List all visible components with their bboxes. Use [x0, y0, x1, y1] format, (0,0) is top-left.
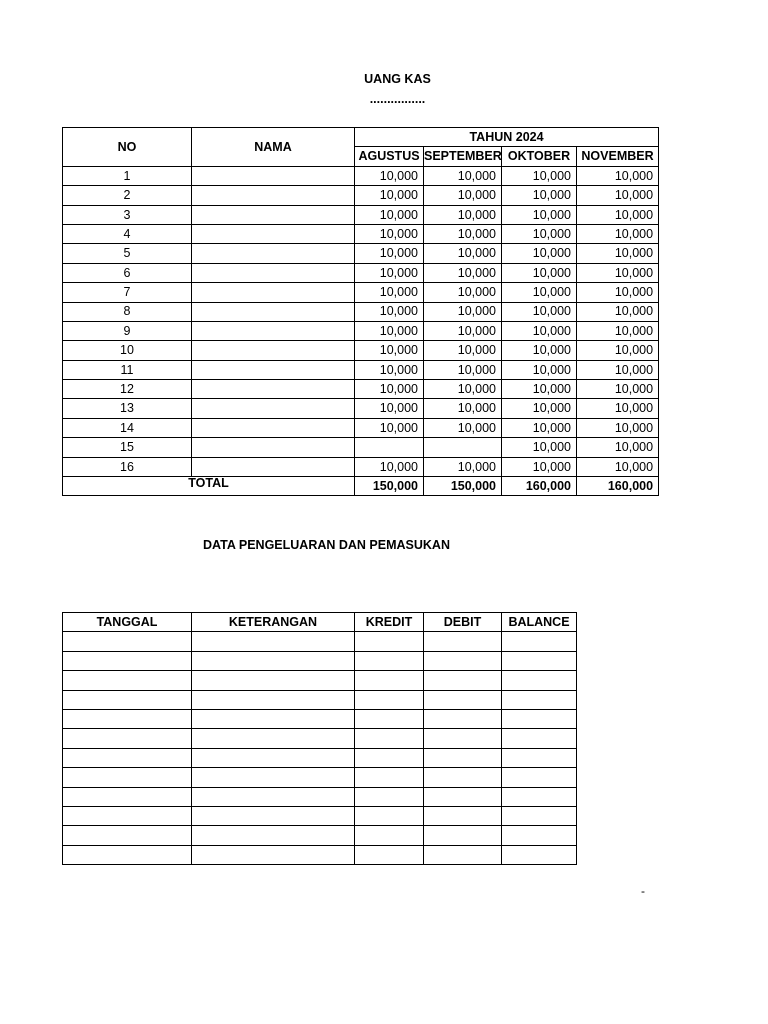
total-value: 160,000: [502, 477, 577, 496]
payment-cell: 10,000: [502, 283, 577, 302]
col-header-keterangan: KETERANGAN: [192, 613, 355, 632]
flow-cell[interactable]: [192, 748, 355, 767]
payment-cell: 10,000: [577, 399, 659, 418]
row-number: 11: [63, 360, 192, 379]
flow-cell[interactable]: [424, 709, 502, 728]
payment-cell: 10,000: [577, 380, 659, 399]
flow-table: [62, 612, 577, 865]
flow-cell[interactable]: [502, 729, 577, 748]
row-number: 4: [63, 224, 192, 243]
flow-cell[interactable]: [424, 671, 502, 690]
flow-cell[interactable]: [424, 768, 502, 787]
table-row: [63, 244, 659, 263]
flow-cell[interactable]: [355, 845, 424, 864]
flow-cell[interactable]: [63, 690, 192, 709]
flow-cell[interactable]: [355, 806, 424, 825]
table-row: [63, 457, 659, 476]
flow-cell[interactable]: [502, 690, 577, 709]
flow-cell[interactable]: [63, 709, 192, 728]
total-value: 150,000: [355, 477, 424, 496]
payment-cell: 10,000: [577, 224, 659, 243]
payment-cell: 10,000: [355, 380, 424, 399]
payment-cell: 10,000: [424, 224, 502, 243]
payment-cell: 10,000: [577, 418, 659, 437]
month-header: AGUSTUS: [355, 147, 424, 166]
table-row: [63, 651, 577, 670]
flow-cell[interactable]: [63, 632, 192, 651]
payment-cell: 10,000: [355, 302, 424, 321]
row-number: 5: [63, 244, 192, 263]
table-row: [63, 806, 577, 825]
row-name-cell[interactable]: [192, 302, 355, 321]
payment-cell: 10,000: [355, 224, 424, 243]
section-title-flow: DATA PENGELUARAN DAN PEMASUKAN: [203, 538, 450, 552]
flow-cell[interactable]: [192, 729, 355, 748]
flow-cell[interactable]: [355, 768, 424, 787]
payment-cell: 10,000: [424, 186, 502, 205]
row-name-cell[interactable]: [192, 244, 355, 263]
payment-cell: 10,000: [502, 360, 577, 379]
row-name-cell[interactable]: [192, 224, 355, 243]
payment-cell: 10,000: [502, 302, 577, 321]
col-header-kredit: KREDIT: [355, 613, 424, 632]
row-number: 16: [63, 457, 192, 476]
flow-cell[interactable]: [192, 709, 355, 728]
payment-cell: 10,000: [502, 244, 577, 263]
flow-cell[interactable]: [502, 748, 577, 767]
row-name-cell[interactable]: [192, 341, 355, 360]
table-row: [63, 418, 659, 437]
payment-cell: 10,000: [355, 205, 424, 224]
col-header-no: NO: [63, 128, 192, 167]
flow-cell[interactable]: [424, 748, 502, 767]
table-row: [63, 302, 659, 321]
flow-cell[interactable]: [424, 632, 502, 651]
row-name-cell[interactable]: [192, 205, 355, 224]
payment-cell: 10,000: [502, 399, 577, 418]
payment-cell: 10,000: [424, 360, 502, 379]
flow-cell[interactable]: [502, 632, 577, 651]
table-row: [63, 690, 577, 709]
col-header-tanggal: TANGGAL: [63, 613, 192, 632]
row-name-cell[interactable]: [192, 399, 355, 418]
flow-cell[interactable]: [424, 826, 502, 845]
row-number: 10: [63, 341, 192, 360]
payment-cell: 10,000: [502, 418, 577, 437]
flow-cell[interactable]: [63, 671, 192, 690]
flow-cell[interactable]: [63, 651, 192, 670]
table-row: [63, 380, 659, 399]
row-number: 12: [63, 380, 192, 399]
row-name-cell[interactable]: [192, 283, 355, 302]
document-title: UANG KAS: [364, 72, 431, 86]
table-row: [63, 205, 659, 224]
flow-cell[interactable]: [192, 826, 355, 845]
table-row: [63, 671, 577, 690]
payment-cell: 10,000: [577, 166, 659, 185]
row-number: 1: [63, 166, 192, 185]
payment-cell: 10,000: [502, 380, 577, 399]
table-row: [63, 360, 659, 379]
row-name-cell[interactable]: [192, 418, 355, 437]
flow-cell[interactable]: [424, 651, 502, 670]
payment-cell: 10,000: [502, 166, 577, 185]
total-value: 150,000: [424, 477, 502, 496]
table-row: [63, 224, 659, 243]
col-header-nama: NAMA: [192, 128, 355, 167]
flow-cell[interactable]: [192, 768, 355, 787]
row-number: 7: [63, 283, 192, 302]
payment-cell: 10,000: [355, 457, 424, 476]
table-row: [63, 166, 659, 185]
kas-table-body: [63, 166, 659, 476]
table-row: [63, 186, 659, 205]
row-number: 2: [63, 186, 192, 205]
payment-cell: 10,000: [424, 302, 502, 321]
row-number: 8: [63, 302, 192, 321]
flow-cell[interactable]: [192, 651, 355, 670]
month-header: OKTOBER: [502, 147, 577, 166]
table-row: [63, 263, 659, 282]
payment-cell: 10,000: [424, 341, 502, 360]
payment-cell: 10,000: [355, 263, 424, 282]
row-name-cell[interactable]: [192, 166, 355, 185]
payment-cell: 10,000: [577, 263, 659, 282]
flow-cell[interactable]: [355, 826, 424, 845]
row-number: 15: [63, 438, 192, 457]
payment-cell: 10,000: [424, 263, 502, 282]
row-number: 6: [63, 263, 192, 282]
payment-cell: 10,000: [355, 321, 424, 340]
payment-cell: 10,000: [502, 341, 577, 360]
row-name-cell[interactable]: [192, 321, 355, 340]
payment-cell: 10,000: [424, 205, 502, 224]
flow-cell[interactable]: [192, 671, 355, 690]
flow-cell[interactable]: [192, 806, 355, 825]
flow-cell[interactable]: [192, 632, 355, 651]
table-row: [63, 845, 577, 864]
flow-cell[interactable]: [355, 632, 424, 651]
payment-cell: 10,000: [577, 283, 659, 302]
table-row: [63, 826, 577, 845]
total-row: [63, 477, 659, 496]
flow-cell[interactable]: [502, 671, 577, 690]
payment-cell: 10,000: [424, 166, 502, 185]
payment-cell: 10,000: [502, 205, 577, 224]
payment-cell: 10,000: [424, 457, 502, 476]
payment-cell: 10,000: [577, 360, 659, 379]
table-row: [63, 341, 659, 360]
row-name-cell[interactable]: [192, 457, 355, 476]
payment-cell: 10,000: [577, 341, 659, 360]
table-row: [63, 729, 577, 748]
payment-cell: 10,000: [577, 244, 659, 263]
payment-cell: 10,000: [355, 418, 424, 437]
payment-cell: [355, 438, 424, 457]
payment-cell: 10,000: [577, 205, 659, 224]
flow-cell[interactable]: [502, 806, 577, 825]
payment-cell: 10,000: [577, 457, 659, 476]
flow-cell[interactable]: [355, 651, 424, 670]
flow-cell[interactable]: [502, 787, 577, 806]
table-row: [63, 283, 659, 302]
payment-cell: 10,000: [424, 418, 502, 437]
col-header-debit: DEBIT: [424, 613, 502, 632]
row-name-cell[interactable]: [192, 438, 355, 457]
payment-cell: 10,000: [355, 341, 424, 360]
payment-cell: 10,000: [424, 380, 502, 399]
flow-header-row: [63, 613, 577, 632]
payment-cell: 10,000: [502, 321, 577, 340]
flow-cell[interactable]: [502, 826, 577, 845]
row-name-cell[interactable]: [192, 263, 355, 282]
flow-cell[interactable]: [63, 826, 192, 845]
payment-cell: 10,000: [502, 263, 577, 282]
flow-cell[interactable]: [355, 787, 424, 806]
payment-cell: 10,000: [577, 438, 659, 457]
table-row: [63, 709, 577, 728]
payment-cell: 10,000: [502, 438, 577, 457]
flow-cell[interactable]: [502, 768, 577, 787]
flow-cell[interactable]: [502, 709, 577, 728]
row-number: 13: [63, 399, 192, 418]
payment-cell: 10,000: [424, 321, 502, 340]
flow-cell[interactable]: [355, 709, 424, 728]
month-header: SEPTEMBER: [424, 147, 502, 166]
row-number: 3: [63, 205, 192, 224]
table-row: [63, 768, 577, 787]
flow-cell[interactable]: [502, 845, 577, 864]
payment-cell: 10,000: [355, 186, 424, 205]
table-row: [63, 438, 659, 457]
kas-table: [62, 127, 659, 496]
month-header: NOVEMBER: [577, 147, 659, 166]
table-row: [63, 787, 577, 806]
flow-cell[interactable]: [355, 748, 424, 767]
row-name-cell[interactable]: [192, 380, 355, 399]
payment-cell: 10,000: [502, 224, 577, 243]
total-value: 160,000: [577, 477, 659, 496]
flow-cell[interactable]: [424, 806, 502, 825]
flow-cell[interactable]: [424, 845, 502, 864]
flow-table-body: [63, 632, 577, 865]
year-header: TAHUN 2024: [355, 128, 659, 147]
flow-cell[interactable]: [63, 729, 192, 748]
payment-cell: 10,000: [577, 321, 659, 340]
payment-cell: 10,000: [355, 283, 424, 302]
kas-header-row: [63, 128, 659, 147]
payment-cell: 10,000: [577, 186, 659, 205]
flow-cell[interactable]: [63, 787, 192, 806]
trailing-mark: -: [641, 884, 645, 898]
flow-cell[interactable]: [355, 671, 424, 690]
payment-cell: [424, 438, 502, 457]
payment-cell: 10,000: [424, 399, 502, 418]
payment-cell: 10,000: [355, 244, 424, 263]
payment-cell: 10,000: [355, 360, 424, 379]
payment-cell: 10,000: [424, 244, 502, 263]
payment-cell: 10,000: [502, 186, 577, 205]
flow-cell[interactable]: [192, 845, 355, 864]
payment-cell: 10,000: [502, 457, 577, 476]
payment-cell: 10,000: [577, 302, 659, 321]
col-header-balance: BALANCE: [502, 613, 577, 632]
table-row: [63, 321, 659, 340]
flow-cell[interactable]: [63, 768, 192, 787]
flow-cell[interactable]: [424, 787, 502, 806]
table-row: [63, 399, 659, 418]
flow-cell[interactable]: [502, 651, 577, 670]
flow-cell[interactable]: [63, 806, 192, 825]
flow-cell[interactable]: [192, 787, 355, 806]
document-subtitle: ................: [369, 92, 426, 106]
payment-cell: 10,000: [355, 399, 424, 418]
table-row: [63, 748, 577, 767]
payment-cell: 10,000: [424, 283, 502, 302]
flow-cell[interactable]: [192, 690, 355, 709]
table-row: [63, 632, 577, 651]
flow-cell[interactable]: [355, 690, 424, 709]
row-number: 14: [63, 418, 192, 437]
row-number: 9: [63, 321, 192, 340]
flow-cell[interactable]: [355, 729, 424, 748]
payment-cell: 10,000: [355, 166, 424, 185]
flow-cell[interactable]: [63, 845, 192, 864]
total-label: TOTAL: [63, 477, 355, 496]
flow-cell[interactable]: [63, 748, 192, 767]
row-name-cell[interactable]: [192, 186, 355, 205]
flow-cell[interactable]: [424, 729, 502, 748]
row-name-cell[interactable]: [192, 360, 355, 379]
flow-cell[interactable]: [424, 690, 502, 709]
